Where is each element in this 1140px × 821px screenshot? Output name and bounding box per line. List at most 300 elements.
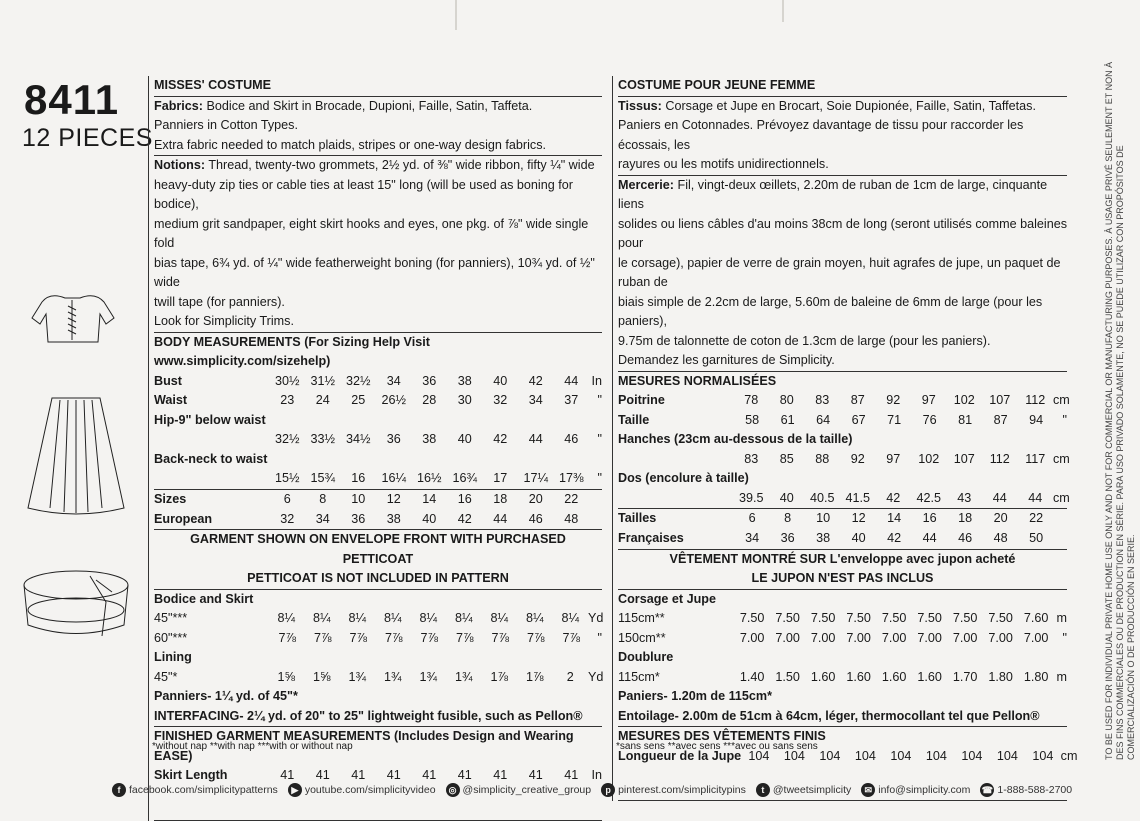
english-footnote: *without nap **with nap ***with or without nap xyxy=(152,741,353,752)
cell: 76 xyxy=(922,412,937,427)
cell: 30½ xyxy=(274,373,300,388)
cell: 39.5 xyxy=(738,490,764,505)
cell: 88 xyxy=(815,451,830,466)
fabrics-label: Fabrics: xyxy=(154,98,203,113)
cell: 7.00 xyxy=(810,630,836,645)
unit: Yd xyxy=(588,611,604,626)
cell: 7.50 xyxy=(917,611,942,626)
cell: 41 xyxy=(457,768,472,783)
cell: 41 xyxy=(351,768,366,783)
cell: 104 xyxy=(996,748,1018,763)
cell: 1.70 xyxy=(952,669,978,684)
cell: 8¼ xyxy=(312,611,331,626)
mercerie-text: le corsage), papier de verre de grain moyen, huit agrafes de jupe, un paquet de ruban de xyxy=(618,255,1061,289)
body-measurements-header: BODY MEASUREMENTS (For Sizing Help Visit www.simplicity.com/sizehelp) xyxy=(154,334,430,368)
finis-header: MESURES DES VÊTEMENTS FINIS xyxy=(618,729,826,744)
cell: 40 xyxy=(779,490,794,505)
skirt-illustration xyxy=(28,398,124,514)
cell: 16 xyxy=(351,471,366,486)
cell: 30 xyxy=(457,393,472,408)
cell: 46 xyxy=(564,432,579,447)
unit: " xyxy=(1062,630,1067,645)
cell: 102 xyxy=(918,451,940,466)
notions-label: Notions: xyxy=(154,158,206,172)
cell: 44 xyxy=(992,490,1007,505)
row-label: Françaises xyxy=(618,531,684,546)
cell: 112 xyxy=(989,451,1010,466)
envelope-fold xyxy=(782,0,784,22)
cell: 44 xyxy=(922,531,937,546)
row-label: 115cm* xyxy=(618,669,660,684)
facebook-link[interactable] xyxy=(112,783,278,797)
youtube-link[interactable] xyxy=(288,783,436,797)
cell: 46 xyxy=(958,531,973,546)
cell: 32½ xyxy=(274,432,300,447)
tissus-label: Tissus: xyxy=(618,98,662,113)
cell: 67 xyxy=(851,412,866,427)
cell: 7.60 xyxy=(1023,611,1049,626)
cell: 1¾ xyxy=(348,669,366,684)
link-text: @simplicity_creative_group xyxy=(462,784,592,796)
cell: 87 xyxy=(850,393,865,408)
cell: 1.40 xyxy=(739,669,765,684)
cell: 8¼ xyxy=(419,611,437,626)
cell: 104 xyxy=(925,748,947,763)
cell: 7.50 xyxy=(988,611,1013,626)
cell: 15½ xyxy=(274,471,300,486)
unit: " xyxy=(597,630,602,645)
cell: 38 xyxy=(386,511,401,526)
cell: 10 xyxy=(816,511,831,526)
cell: 7.50 xyxy=(846,611,871,626)
pattern-number: 8411 xyxy=(24,76,120,123)
english-title: MISSES' COSTUME xyxy=(154,78,272,92)
cell: 44 xyxy=(564,373,579,388)
twitter-icon: t xyxy=(756,783,770,797)
cell: 32 xyxy=(280,511,295,526)
cell: 17 xyxy=(493,471,508,486)
tissus-text: Corsage et Jupe en Brocart, Soie Dupionée, Faille, Satin, Taffetas. xyxy=(665,98,1036,113)
cell: 7⅞ xyxy=(313,630,332,645)
unit: cm xyxy=(1053,451,1070,466)
unit: cm xyxy=(1053,393,1070,408)
cell: 48 xyxy=(993,531,1008,546)
unit: Yd xyxy=(588,669,604,684)
cell: 8¼ xyxy=(525,611,544,626)
cell: 16¼ xyxy=(381,471,406,486)
mercerie-text: solides ou liens câbles d'au moins 38cm de long (seront utilisés comme baleines pour xyxy=(618,216,1068,250)
cell: 38 xyxy=(422,432,437,447)
cell: 104 xyxy=(783,748,805,763)
hip-label: Hip-9" below waist xyxy=(154,412,266,427)
cell: 8 xyxy=(319,491,327,506)
cell: 40 xyxy=(493,373,508,388)
cell: 7.50 xyxy=(952,611,978,626)
cell: 58 xyxy=(745,412,760,427)
mercerie-text: biais simple de 2.2cm de large, 5.60m de baleine de 6mm de large (pour les paniers), xyxy=(618,294,1043,328)
cell: 44 xyxy=(1028,490,1043,505)
cell: 48 xyxy=(564,511,579,526)
cell: 7.00 xyxy=(952,630,978,645)
cell: 1.60 xyxy=(846,669,871,684)
row-label: Tailles xyxy=(618,511,657,526)
cell: 71 xyxy=(887,412,902,427)
cell: 38 xyxy=(457,373,472,388)
twitter-link[interactable] xyxy=(756,783,851,797)
panniers-yardage: Panniers- 1¼ yd. of 45"* xyxy=(154,689,298,704)
instagram-icon: ◎ xyxy=(446,783,460,797)
cell: 104 xyxy=(748,748,770,763)
cell: 41 xyxy=(493,768,508,783)
cell: 7⅞ xyxy=(562,630,580,645)
cell: 104 xyxy=(819,748,841,763)
cell: 36 xyxy=(422,373,437,388)
yardage-row xyxy=(154,609,602,629)
back-row xyxy=(154,469,602,489)
unit: " xyxy=(597,393,602,408)
cell: 1.60 xyxy=(917,669,942,684)
unit: m xyxy=(1056,669,1067,684)
cell: 41 xyxy=(422,768,437,783)
cell: 112 xyxy=(1025,393,1046,408)
pieces-count: 12 PIECES xyxy=(22,124,153,152)
cell: 83 xyxy=(815,393,830,408)
cell: 31½ xyxy=(310,373,335,388)
cell: 7⅞ xyxy=(420,630,438,645)
cell: 20 xyxy=(528,491,543,506)
cell: 107 xyxy=(989,393,1011,408)
cell: 7.00 xyxy=(988,630,1013,645)
cell: 41 xyxy=(564,768,579,783)
paniers-metrage: Paniers- 1.20m de 115cm* xyxy=(618,689,773,704)
cell: 7.50 xyxy=(775,611,800,626)
legal-notice: TO BE USED FOR INDIVIDUAL PRIVATE HOME USE ONLY AND NOT FOR COMMERCIAL OR MANUFACTURING PURPOSES. À USAGE PRIVÉ SEULEMENT ET NON À DES FINS COMMERCIALES OU DE PRODUCTION EN SÉRIE. PARA USO PRIVADO SOLAMENTE, NO SE PUEDE UTILIZAR CON PROPÓSITOS DE COMERCIALIZACIÓN O DE PRODUCCIÓN EN SERIE. xyxy=(1104,61,1136,760)
social-footer xyxy=(112,783,1072,797)
phone-link[interactable] xyxy=(980,783,1072,797)
french-panel xyxy=(612,76,1078,801)
link-text: info@simplicity.com xyxy=(878,784,971,796)
hanches-label: Hanches (23cm au-dessous de la taille) xyxy=(618,432,853,447)
fabrics-text: Panniers in Cotton Types. xyxy=(154,118,298,132)
french-footnote: *sans sens **avec sens ***avec ou sans sens xyxy=(616,741,818,752)
cell: 7.00 xyxy=(881,630,907,645)
cell: 34 xyxy=(386,373,401,388)
tissus-text: rayures ou les motifs unidirectionnels. xyxy=(618,157,829,171)
link-text: 1-888-588-2700 xyxy=(997,784,1073,796)
cell: 50 xyxy=(1029,531,1044,546)
row-label: European xyxy=(154,511,213,526)
cell: 7⅞ xyxy=(491,630,509,645)
cell: 7.00 xyxy=(917,630,942,645)
cell: 1¾ xyxy=(383,669,402,684)
cell: 6 xyxy=(748,511,756,526)
cell: 80 xyxy=(779,393,794,408)
cell: 17¼ xyxy=(523,471,548,486)
cell: 18 xyxy=(493,491,508,506)
link-text: @tweetsimplicity xyxy=(772,784,852,796)
dos-label: Dos (encolure à taille) xyxy=(618,471,749,486)
row-label: Longueur de la Jupe xyxy=(618,748,742,763)
cell: 7⅞ xyxy=(526,630,545,645)
petticoat-note: PETTICOAT IS NOT INCLUDED IN PATTERN xyxy=(247,571,509,586)
waist-row xyxy=(154,391,602,411)
cell: 1⅞ xyxy=(525,669,544,684)
cell: 7.00 xyxy=(739,630,765,645)
cell: 8¼ xyxy=(490,611,508,626)
cell: 24 xyxy=(315,393,330,408)
cell: 1.60 xyxy=(810,669,836,684)
garment-shown-note: GARMENT SHOWN ON ENVELOPE FRONT WITH PURCHASED PETTICOAT xyxy=(190,532,566,566)
cell: 83 xyxy=(744,451,759,466)
row-label: 45"*** xyxy=(154,611,188,626)
cell: 94 xyxy=(1029,412,1044,427)
dos-row xyxy=(618,489,1070,509)
cell: 41 xyxy=(315,768,330,783)
cell: 25 xyxy=(351,393,366,408)
cell: 28 xyxy=(422,393,437,408)
cell: 7.00 xyxy=(775,630,800,645)
cell: 22 xyxy=(1029,511,1044,526)
link-text: youtube.com/simplicityvideo xyxy=(304,784,436,796)
cell: 78 xyxy=(744,393,759,408)
facebook-icon: f xyxy=(112,783,126,797)
jupon-note: LE JUPON N'EST PAS INCLUS xyxy=(751,571,934,586)
cell: 36 xyxy=(351,511,366,526)
cell: 42 xyxy=(886,490,901,505)
cell: 1.80 xyxy=(1023,669,1049,684)
cell: 40 xyxy=(851,531,866,546)
cell: 38 xyxy=(816,531,831,546)
cell: 42 xyxy=(528,373,543,388)
cell: 1¾ xyxy=(419,669,437,684)
cell: 7⅞ xyxy=(278,630,296,645)
bodice-illustration xyxy=(32,296,114,342)
hip-row xyxy=(154,430,602,450)
corsage-label: Corsage et Jupe xyxy=(618,591,716,606)
cell: 1.80 xyxy=(988,669,1013,684)
cell: 14 xyxy=(887,511,902,526)
cell: 8¼ xyxy=(561,611,579,626)
cell: 34 xyxy=(315,511,330,526)
cell: 34 xyxy=(528,393,543,408)
row-label: Skirt Length xyxy=(154,768,228,783)
unit: " xyxy=(1062,412,1067,427)
unit: " xyxy=(597,471,602,486)
cell: 26½ xyxy=(381,393,406,408)
cell: 92 xyxy=(886,393,901,408)
finished-measurements-header: FINISHED GARMENT MEASUREMENTS (Includes Design and Wearing EASE) xyxy=(154,729,574,763)
cell: 23 xyxy=(280,393,295,408)
taille-row xyxy=(618,411,1067,431)
cell: 41 xyxy=(528,768,543,783)
poitrine-row xyxy=(618,391,1070,411)
metrage-row xyxy=(618,629,1067,649)
cell: 104 xyxy=(1032,748,1054,763)
phone-icon: ☎ xyxy=(981,785,993,795)
instagram-link[interactable] xyxy=(446,783,592,797)
cell: 16¾ xyxy=(452,471,477,486)
cell: 36 xyxy=(780,531,795,546)
cell: 14 xyxy=(422,491,437,506)
cell: 16 xyxy=(922,511,937,526)
mercerie-text: 9.75m de talonnette de coton de 1.3cm de large (pour les paniers). xyxy=(618,333,991,348)
row-label: Taille xyxy=(618,412,650,427)
back-label: Back-neck to waist xyxy=(154,451,268,466)
cell: 42.5 xyxy=(916,490,941,505)
cell: 7⅞ xyxy=(349,630,367,645)
entoilage-metrage: Entoilage- 2.00m de 51cm à 64cm, léger, thermocollant tel que Pellon® xyxy=(618,708,1040,723)
cell: 15¾ xyxy=(310,471,335,486)
cell: 1⅞ xyxy=(490,669,508,684)
cell: 1⅝ xyxy=(277,669,295,684)
garment-illustrations xyxy=(20,280,130,680)
cell: 10 xyxy=(351,491,366,506)
cell: 81 xyxy=(958,412,973,427)
cell: 40 xyxy=(422,511,437,526)
cell: 2 xyxy=(566,669,574,684)
cell: 18 xyxy=(958,511,973,526)
cell: 44 xyxy=(528,432,543,447)
francaises-row xyxy=(618,529,1067,549)
bust-row xyxy=(154,372,602,392)
unit: m xyxy=(1056,611,1067,626)
unit: cm xyxy=(1060,748,1078,763)
panniers-illustration xyxy=(24,571,128,636)
cell: 32½ xyxy=(345,373,371,388)
mercerie-label: Mercerie: xyxy=(618,177,675,192)
cell: 33½ xyxy=(310,432,335,447)
cell: 104 xyxy=(854,748,876,763)
cell: 107 xyxy=(953,451,975,466)
cell: 104 xyxy=(961,748,983,763)
envelope-fold xyxy=(455,0,457,30)
cell: 61 xyxy=(780,412,795,427)
fabrics-text: Bodice and Skirt in Brocade, Dupioni, Faille, Satin, Taffeta. xyxy=(206,98,533,113)
cell: 97 xyxy=(921,393,936,408)
cell: 46 xyxy=(528,511,543,526)
cell: 37 xyxy=(564,393,579,408)
cell: 42 xyxy=(457,511,472,526)
cell: 8¼ xyxy=(383,611,402,626)
cell: 41.5 xyxy=(845,490,870,505)
tissus-text: Paniers en Cotonnades. Prévoyez davantage de tissu pour raccorder les écossais, les xyxy=(618,118,1024,152)
cell: 7.50 xyxy=(881,611,907,626)
cell: 43 xyxy=(957,490,972,505)
pinterest-link[interactable] xyxy=(601,783,746,797)
youtube-icon: ▶ xyxy=(288,783,302,797)
notions-text: Thread, twenty-two grommets, 2½ yd. of ⅜" wide ribbon, fifty ¼" wide xyxy=(208,158,595,172)
row-label: Sizes xyxy=(154,491,187,506)
cell: 8¼ xyxy=(454,611,473,626)
metrage-row xyxy=(618,609,1067,629)
unit: " xyxy=(597,432,602,447)
cell: 12 xyxy=(386,491,401,506)
cell: 8 xyxy=(784,511,792,526)
cell: 32 xyxy=(493,393,508,408)
cell: 16½ xyxy=(416,471,442,486)
cell: 41 xyxy=(280,768,295,783)
mercerie-text: Demandez les garnitures de Simplicity. xyxy=(618,353,835,367)
notions-text: medium grit sandpaper, eight skirt hooks and eyes, one pkg. of ⅞" wide single fold xyxy=(154,216,589,250)
english-panel xyxy=(148,76,602,821)
cell: 42 xyxy=(493,432,508,447)
mail-icon: ✉ xyxy=(861,783,875,797)
cell: 87 xyxy=(993,412,1008,427)
cell: 8¼ xyxy=(348,611,366,626)
cell: 8¼ xyxy=(277,611,295,626)
cell: 36 xyxy=(386,432,401,447)
cell: 6 xyxy=(283,491,291,506)
bodice-skirt-label: Bodice and Skirt xyxy=(154,591,254,606)
yardage-row xyxy=(154,629,602,649)
cell: 117 xyxy=(1025,451,1046,466)
unit: In xyxy=(591,373,602,388)
interfacing-yardage: INTERFACING- 2¼ yd. of 20" to 25" lightweight fusible, such as Pellon® xyxy=(154,708,583,723)
doublure-label: Doublure xyxy=(618,650,674,665)
notions-text: heavy-duty zip ties or cable ties at least 15" long (will be used as boning for bodice), xyxy=(154,177,573,211)
cell: 102 xyxy=(953,393,975,408)
european-row xyxy=(154,509,602,529)
cell: 40 xyxy=(457,432,472,447)
cell: 41 xyxy=(386,768,401,783)
cell: 40.5 xyxy=(809,490,835,505)
cell: 12 xyxy=(851,511,866,526)
row-label: 60"*** xyxy=(154,630,188,645)
french-title: COSTUME POUR JEUNE FEMME xyxy=(618,78,816,92)
cell: 7⅞ xyxy=(384,630,403,645)
cell: 7.50 xyxy=(810,611,836,626)
cell: 7.00 xyxy=(846,630,871,645)
cell: 85 xyxy=(779,451,794,466)
notions-text: bias tape, 6¾ yd. of ¼" wide featherweight boning (for panniers), 10¾ yd. of ½" wide xyxy=(154,255,595,289)
cell: 1.60 xyxy=(881,669,907,684)
row-label: 150cm** xyxy=(618,630,666,645)
unit: cm xyxy=(1053,490,1070,505)
email-link[interactable] xyxy=(861,783,970,797)
cell: 7.00 xyxy=(1023,630,1049,645)
metrage-row xyxy=(618,668,1067,688)
vetement-note: VÊTEMENT MONTRÉ SUR L'enveloppe avec jupon acheté xyxy=(669,551,1016,566)
row-label: Bust xyxy=(154,373,182,388)
notions-text: twill tape (for panniers). xyxy=(154,294,285,309)
lining-label: Lining xyxy=(154,650,192,665)
cell: 22 xyxy=(564,491,579,506)
cell: 64 xyxy=(816,412,831,427)
tailles-row xyxy=(618,509,1067,529)
row-label: 115cm** xyxy=(618,611,665,626)
row-label: Poitrine xyxy=(618,393,665,408)
sizes-row xyxy=(154,490,602,510)
row-label: Waist xyxy=(154,393,188,408)
cell: 34 xyxy=(745,531,760,546)
row-label: 45"* xyxy=(154,669,178,684)
mercerie-text: Fil, vingt-deux œillets, 2.20m de ruban de 1cm de large, cinquante liens xyxy=(618,177,1048,211)
cell: 7⅞ xyxy=(455,630,474,645)
cell: 20 xyxy=(993,511,1008,526)
cell: 44 xyxy=(493,511,508,526)
mesures-header: MESURES NORMALISÉES xyxy=(618,373,777,388)
cell: 17⅜ xyxy=(558,471,584,486)
cell: 104 xyxy=(890,748,912,763)
yardage-row xyxy=(154,668,602,688)
unit: In xyxy=(591,768,602,783)
cell: 1.50 xyxy=(775,669,800,684)
cell: 7.50 xyxy=(739,611,765,626)
cell: 34½ xyxy=(345,432,371,447)
link-text: facebook.com/simplicitypatterns xyxy=(129,784,278,796)
fabrics-text: Extra fabric needed to match plaids, stripes or one-way design fabrics. xyxy=(154,137,546,152)
pinterest-icon: p xyxy=(601,783,615,797)
